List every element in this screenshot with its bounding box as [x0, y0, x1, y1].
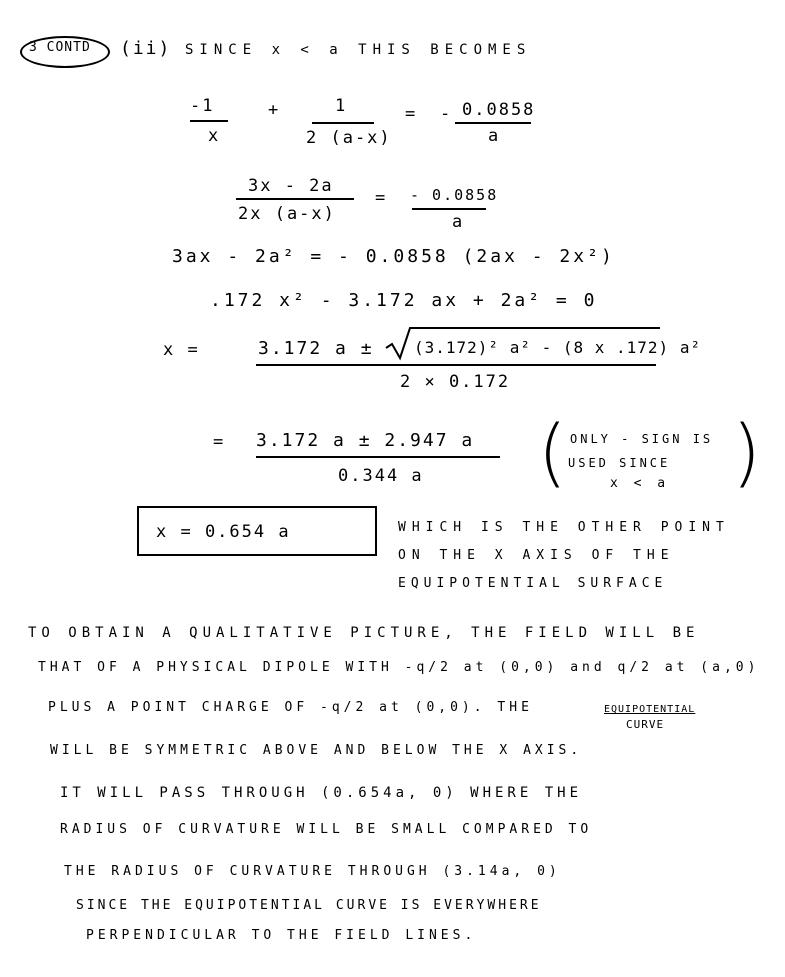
eq1-rhs-bar	[455, 122, 531, 124]
part-label: (ii)	[120, 38, 172, 59]
eq2-equals: =	[375, 188, 388, 208]
eq1-t2-den: 2 (a-x)	[306, 128, 392, 148]
eq1-t1-num: -1	[190, 96, 215, 116]
eq1-t2-bar	[312, 122, 374, 124]
eq1-plus: +	[268, 100, 281, 120]
eq5-bar	[256, 364, 656, 366]
eq5-num-root: (3.172)² a² - (8 x .172) a²	[414, 338, 702, 357]
eq6-bar	[256, 456, 500, 458]
note-right-paren: )	[732, 410, 761, 496]
eq6-den: 0.344 a	[338, 466, 424, 486]
eq2-lhs-den: 2x (a-x)	[238, 204, 336, 224]
para-line-1: TO OBTAIN A QUALITATIVE PICTURE, THE FIELD WILL BE	[28, 625, 700, 641]
eq2-rhs-num: - 0.0858	[410, 186, 499, 204]
para-line-8: SINCE THE EQUIPOTENTIAL CURVE IS EVERYWHERE	[76, 898, 542, 913]
note-line-2: USED SINCE	[568, 456, 671, 470]
eq1-rhs-num: 0.0858	[462, 100, 536, 120]
eq1-t1-den: x	[208, 126, 221, 146]
eq1-rhs-sign: -	[440, 104, 453, 124]
result-desc-3: EQUIPOTENTIAL SURFACE	[398, 576, 668, 591]
note-line-1: ONLY - SIGN IS	[570, 432, 714, 446]
eq5-den: 2 × 0.172	[400, 372, 511, 392]
eq3-line: 3ax - 2a² = - 0.0858 (2ax - 2x²)	[172, 246, 615, 267]
eq1-t1-bar	[190, 120, 228, 122]
para-line-6: RADIUS OF CURVATURE WILL BE SMALL COMPARED TO	[60, 822, 593, 837]
note-left-paren: (	[538, 410, 567, 496]
result-desc-2: ON THE X AXIS OF THE	[398, 548, 675, 563]
para-line-2: THAT OF A PHYSICAL DIPOLE WITH -q/2 at (0,0) and q/2 at (a,0)	[38, 660, 760, 675]
para-line-3b-below: CURVE	[626, 718, 665, 731]
eq4-line: .172 x² - 3.172 ax + 2a² = 0	[210, 290, 598, 311]
eq2-lhs-num: 3x - 2a	[248, 176, 334, 196]
intro-text: SINCE x < a THIS BECOMES	[185, 42, 532, 58]
eq1-rhs-den: a	[488, 126, 501, 146]
para-line-7: THE RADIUS OF CURVATURE THROUGH (3.14a, 0)	[64, 864, 561, 879]
problem-tag: 3 CONTD	[29, 40, 91, 55]
eq1-equals: =	[405, 104, 418, 124]
para-line-3a: PLUS A POINT CHARGE OF -q/2 at (0,0). THE	[48, 700, 533, 715]
note-line-3: x < a	[610, 476, 670, 491]
eq2-rhs-den: a	[452, 212, 465, 232]
para-line-4: WILL BE SYMMETRIC ABOVE AND BELOW THE X AXIS.	[50, 743, 583, 758]
eq1-t2-num: 1	[335, 96, 348, 116]
result-desc-1: WHICH IS THE OTHER POINT	[398, 520, 730, 535]
eq5-num-a: 3.172 a ±	[258, 338, 374, 359]
eq6-equals: =	[213, 432, 226, 452]
eq2-lhs-bar	[236, 198, 354, 200]
para-line-9: PERPENDICULAR TO THE FIELD LINES.	[86, 928, 477, 943]
eq2-rhs-bar	[412, 208, 486, 210]
eq6-num: 3.172 a ± 2.947 a	[256, 430, 475, 451]
para-line-3b-above: EQUIPOTENTIAL	[604, 704, 696, 715]
result-boxed: x = 0.654 a	[156, 522, 291, 542]
eq5-lhs: x =	[163, 340, 200, 360]
para-line-5: IT WILL PASS THROUGH (0.654a, 0) WHERE THE	[60, 785, 583, 801]
